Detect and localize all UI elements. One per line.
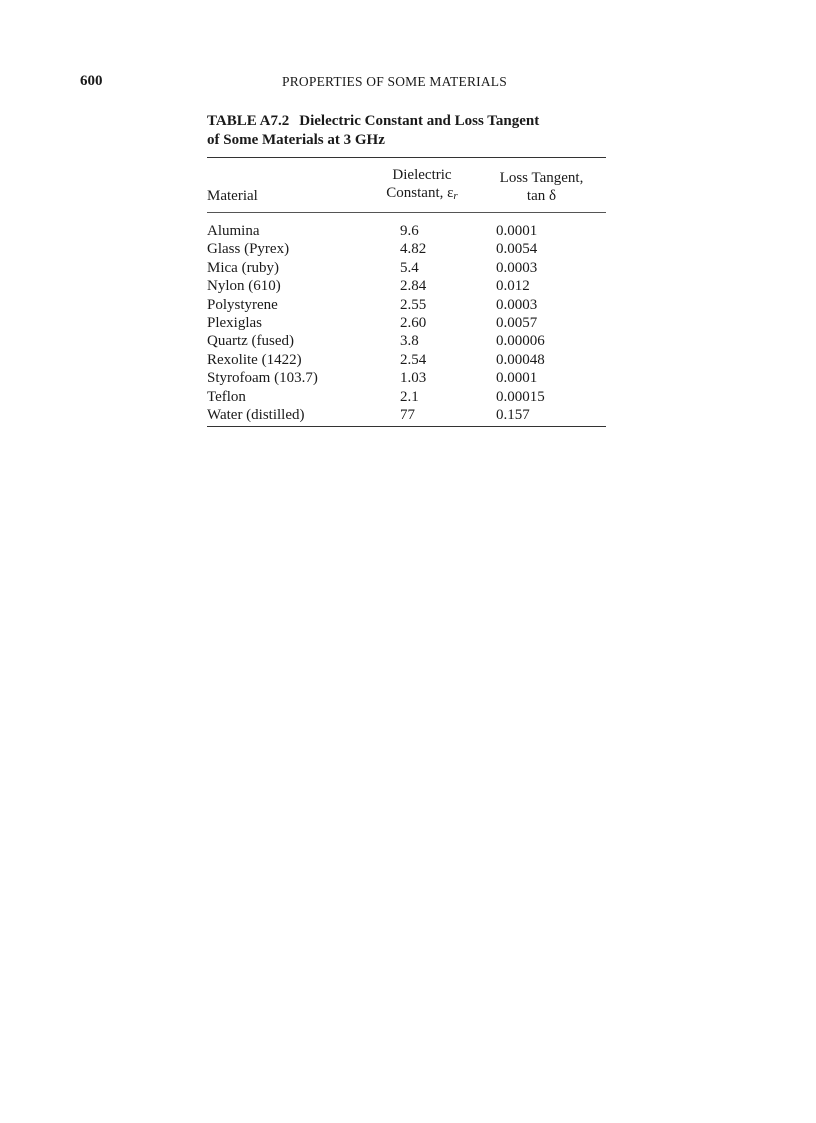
header-row [207, 158, 606, 212]
bottom-rule [207, 426, 606, 427]
table-row [207, 213, 606, 240]
table-row [207, 406, 606, 426]
cell-dielectric: 2.1 [400, 388, 419, 405]
table-row [207, 314, 606, 332]
cell-material: Plexiglas [207, 315, 262, 332]
header-dielectric-line-2: Constant, εr [386, 185, 458, 202]
cell-loss-tangent: 0.0001 [496, 223, 538, 239]
cell-dielectric: 2.55 [400, 296, 427, 313]
cell-material: Alumina [207, 223, 260, 239]
header-loss-line-1: Loss Tangent, [499, 170, 584, 186]
cell-loss-tangent: 0.00015 [496, 388, 545, 405]
cell-loss-tangent: 0.0003 [496, 259, 538, 276]
cell-dielectric: 2.54 [400, 351, 427, 368]
table-row [207, 277, 606, 295]
table-body [207, 213, 606, 426]
cell-loss-tangent: 0.0003 [496, 296, 538, 313]
materials-table [207, 158, 606, 426]
cell-dielectric: 77 [400, 407, 415, 424]
header-material: Material [207, 188, 258, 204]
cell-material: Water (distilled) [207, 407, 305, 424]
header-loss-line-2: tan δ [526, 188, 557, 204]
epsilon-subscript: r [453, 190, 458, 202]
table-row [207, 332, 606, 350]
page-number: 600 [80, 73, 103, 89]
table-title-line-2: of Some Materials at 3 GHz [207, 132, 385, 148]
table-label: TABLE A7.2 [207, 113, 290, 129]
cell-material: Quartz (fused) [207, 333, 295, 350]
cell-material: Nylon (610) [207, 278, 281, 295]
cell-dielectric: 2.84 [400, 278, 427, 295]
cell-loss-tangent: 0.157 [496, 407, 530, 424]
table-block [207, 112, 606, 427]
cell-dielectric: 4.82 [400, 241, 427, 258]
table-caption [207, 112, 606, 150]
cell-loss-tangent: 0.0057 [496, 315, 538, 332]
cell-loss-tangent: 0.0054 [496, 241, 538, 258]
cell-material: Teflon [207, 388, 246, 405]
cell-loss-tangent: 0.012 [496, 278, 530, 295]
table-row [207, 240, 606, 258]
header-loss-tangent [477, 158, 606, 212]
table-row [207, 351, 606, 369]
cell-loss-tangent: 0.00006 [496, 333, 545, 350]
cell-material: Rexolite (1422) [207, 351, 302, 368]
table-row [207, 259, 606, 277]
cell-dielectric: 3.8 [400, 333, 419, 350]
cell-material: Styrofoam (103.7) [207, 370, 318, 387]
cell-dielectric: 9.6 [400, 223, 419, 239]
table-row [207, 388, 606, 406]
header-dielectric-line-1: Dielectric [392, 167, 452, 183]
cell-material: Glass (Pyrex) [207, 241, 290, 258]
cell-dielectric: 2.60 [400, 315, 427, 332]
cell-material: Polystyrene [207, 296, 278, 313]
table-row [207, 369, 606, 387]
table-row [207, 296, 606, 314]
cell-dielectric: 1.03 [400, 370, 427, 387]
running-head: PROPERTIES OF SOME MATERIALS [282, 74, 507, 89]
header-dielectric [367, 158, 477, 212]
table-title-line-1: Dielectric Constant and Loss Tangent [299, 113, 540, 129]
cell-dielectric: 5.4 [400, 259, 419, 276]
cell-material: Mica (ruby) [207, 259, 280, 276]
cell-loss-tangent: 0.00048 [496, 351, 545, 368]
caption-line-1 [207, 112, 606, 131]
cell-loss-tangent: 0.0001 [496, 370, 538, 387]
